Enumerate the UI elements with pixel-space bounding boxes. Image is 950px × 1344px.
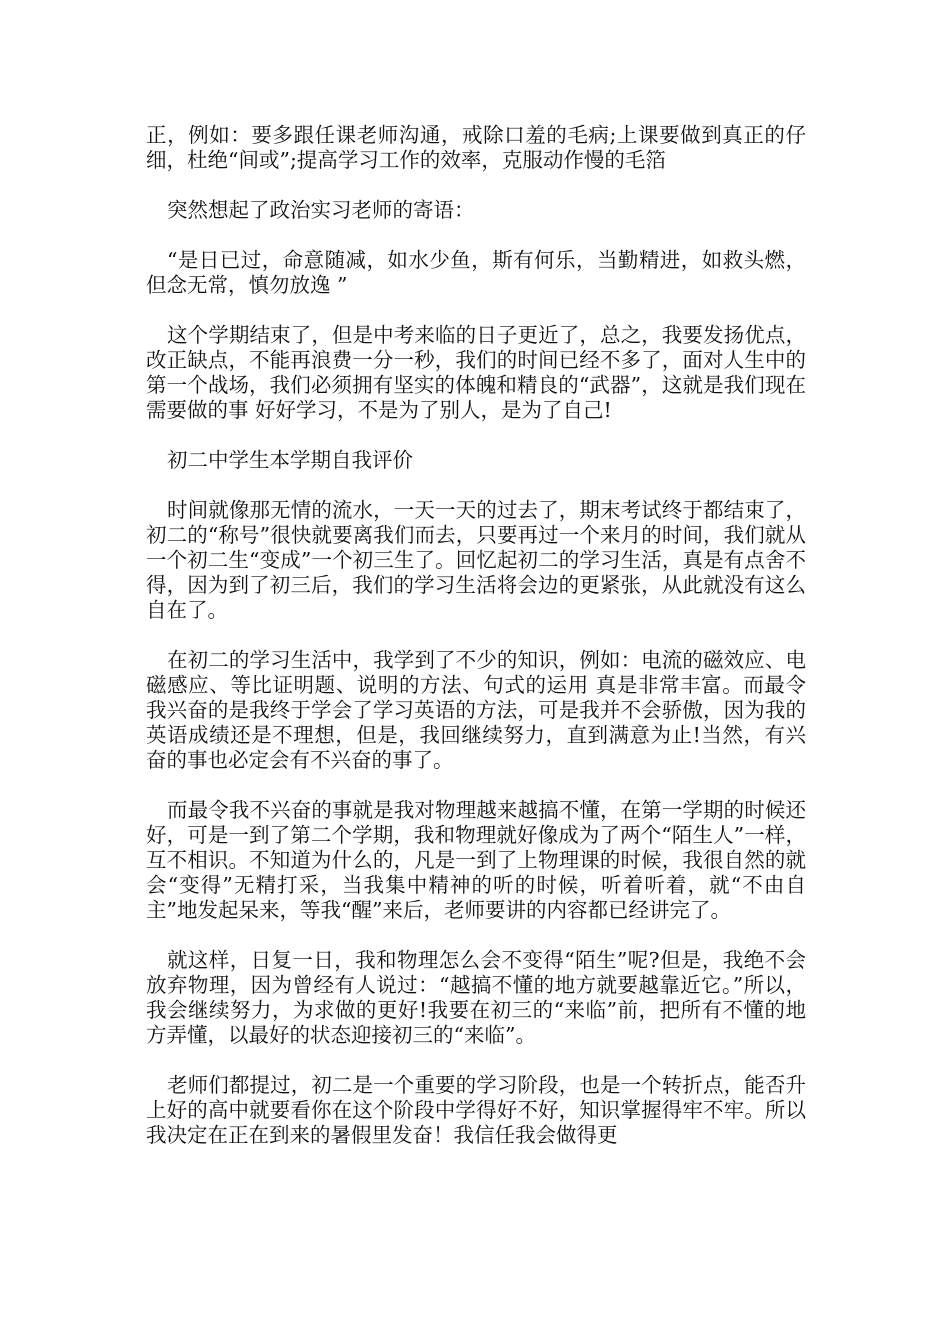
paragraph-semester-end: 这个学期结束了，但是中考来临的日子更近了，总之，我要发扬优点，改正缺点，不能再浪费一分一秒，我们的时间已经不多了，面对人生中的第一个战场，我们必须拥有坚实的体魄和精良的“武器”，这就是我们现在需要做的事 好好学习，不是为了别人，是为了自己! <box>146 323 806 422</box>
document-body <box>146 123 806 1173</box>
paragraph-time: 时间就像那无情的流水，一天一天的过去了，期末考试终于都结束了，初二的“称号”很快就要离我们而去，只要再过一个来月的时间，我们就从一个初二生“变成”一个初三生了。回忆起初二的学习生活，真是有点舍不得，因为到了初三后，我们的学习生活将会边的更紧张，从此就没有这么自在了。 <box>146 498 806 622</box>
paragraph-quote: “是日已过，命意随减，如水少鱼，斯有何乐，当勤精进，如救头燃，但念无常，慎勿放逸 ” <box>146 248 806 297</box>
section-heading: 初二中学生本学期自我评价 <box>167 448 413 472</box>
paragraph-teachers: 老师们都提过，初二是一个重要的学习阶段，也是一个转折点，能否升上好的高中就要看你在这个阶段中学得好不好，知识掌握得牢不牢。所以我决定在正在到来的暑假里发奋！我信任我会做得更 <box>146 1073 806 1147</box>
paragraph-resolve: 就这样，日复一日，我和物理怎么会不变得“陌生”呢?但是，我绝不会放弃物理，因为曾经有人说过：“越搞不懂的地方就要越靠近它。”所以，我会继续努力，为求做的更好!我要在初三的“来临”前，把所有不懂的地方弄懂，以最好的状态迎接初三的“来临”。 <box>146 948 806 1047</box>
paragraph-physics: 而最令我不兴奋的事就是我对物理越来越搞不懂，在第一学期的时候还好，可是一到了第二个学期，我和物理就好像成为了两个“陌生人”一样，互不相识。不知道为什么的，凡是一到了上物理课的时候，我很自然的就会“变得”无精打采，当我集中精神的听的时候，听着听着，就“不由自主”地发起呆来，等我“醒”来后，老师要讲的内容都已经讲完了。 <box>146 798 806 922</box>
paragraph-knowledge: 在初二的学习生活中，我学到了不少的知识，例如：电流的磁效应、电磁感应、等比证明题、说明的方法、句式的运用 真是非常丰富。而最令我兴奋的是我终于学会了学习英语的方法，可是我并不会骄傲，因为我的英语成绩还是不理想，但是，我回继续努力，直到满意为止!当然，有兴奋的事也必定会有不兴奋的事了。 <box>146 648 806 772</box>
paragraph-intro-quote: 突然想起了政治实习老师的寄语： <box>167 198 475 222</box>
paragraph-continuation: 正，例如：要多跟任课老师沟通，戒除口羞的毛病;上课要做到真正的仔细，杜绝“间或”;提高学习工作的效率，克服动作慢的毛箔 <box>146 123 806 172</box>
